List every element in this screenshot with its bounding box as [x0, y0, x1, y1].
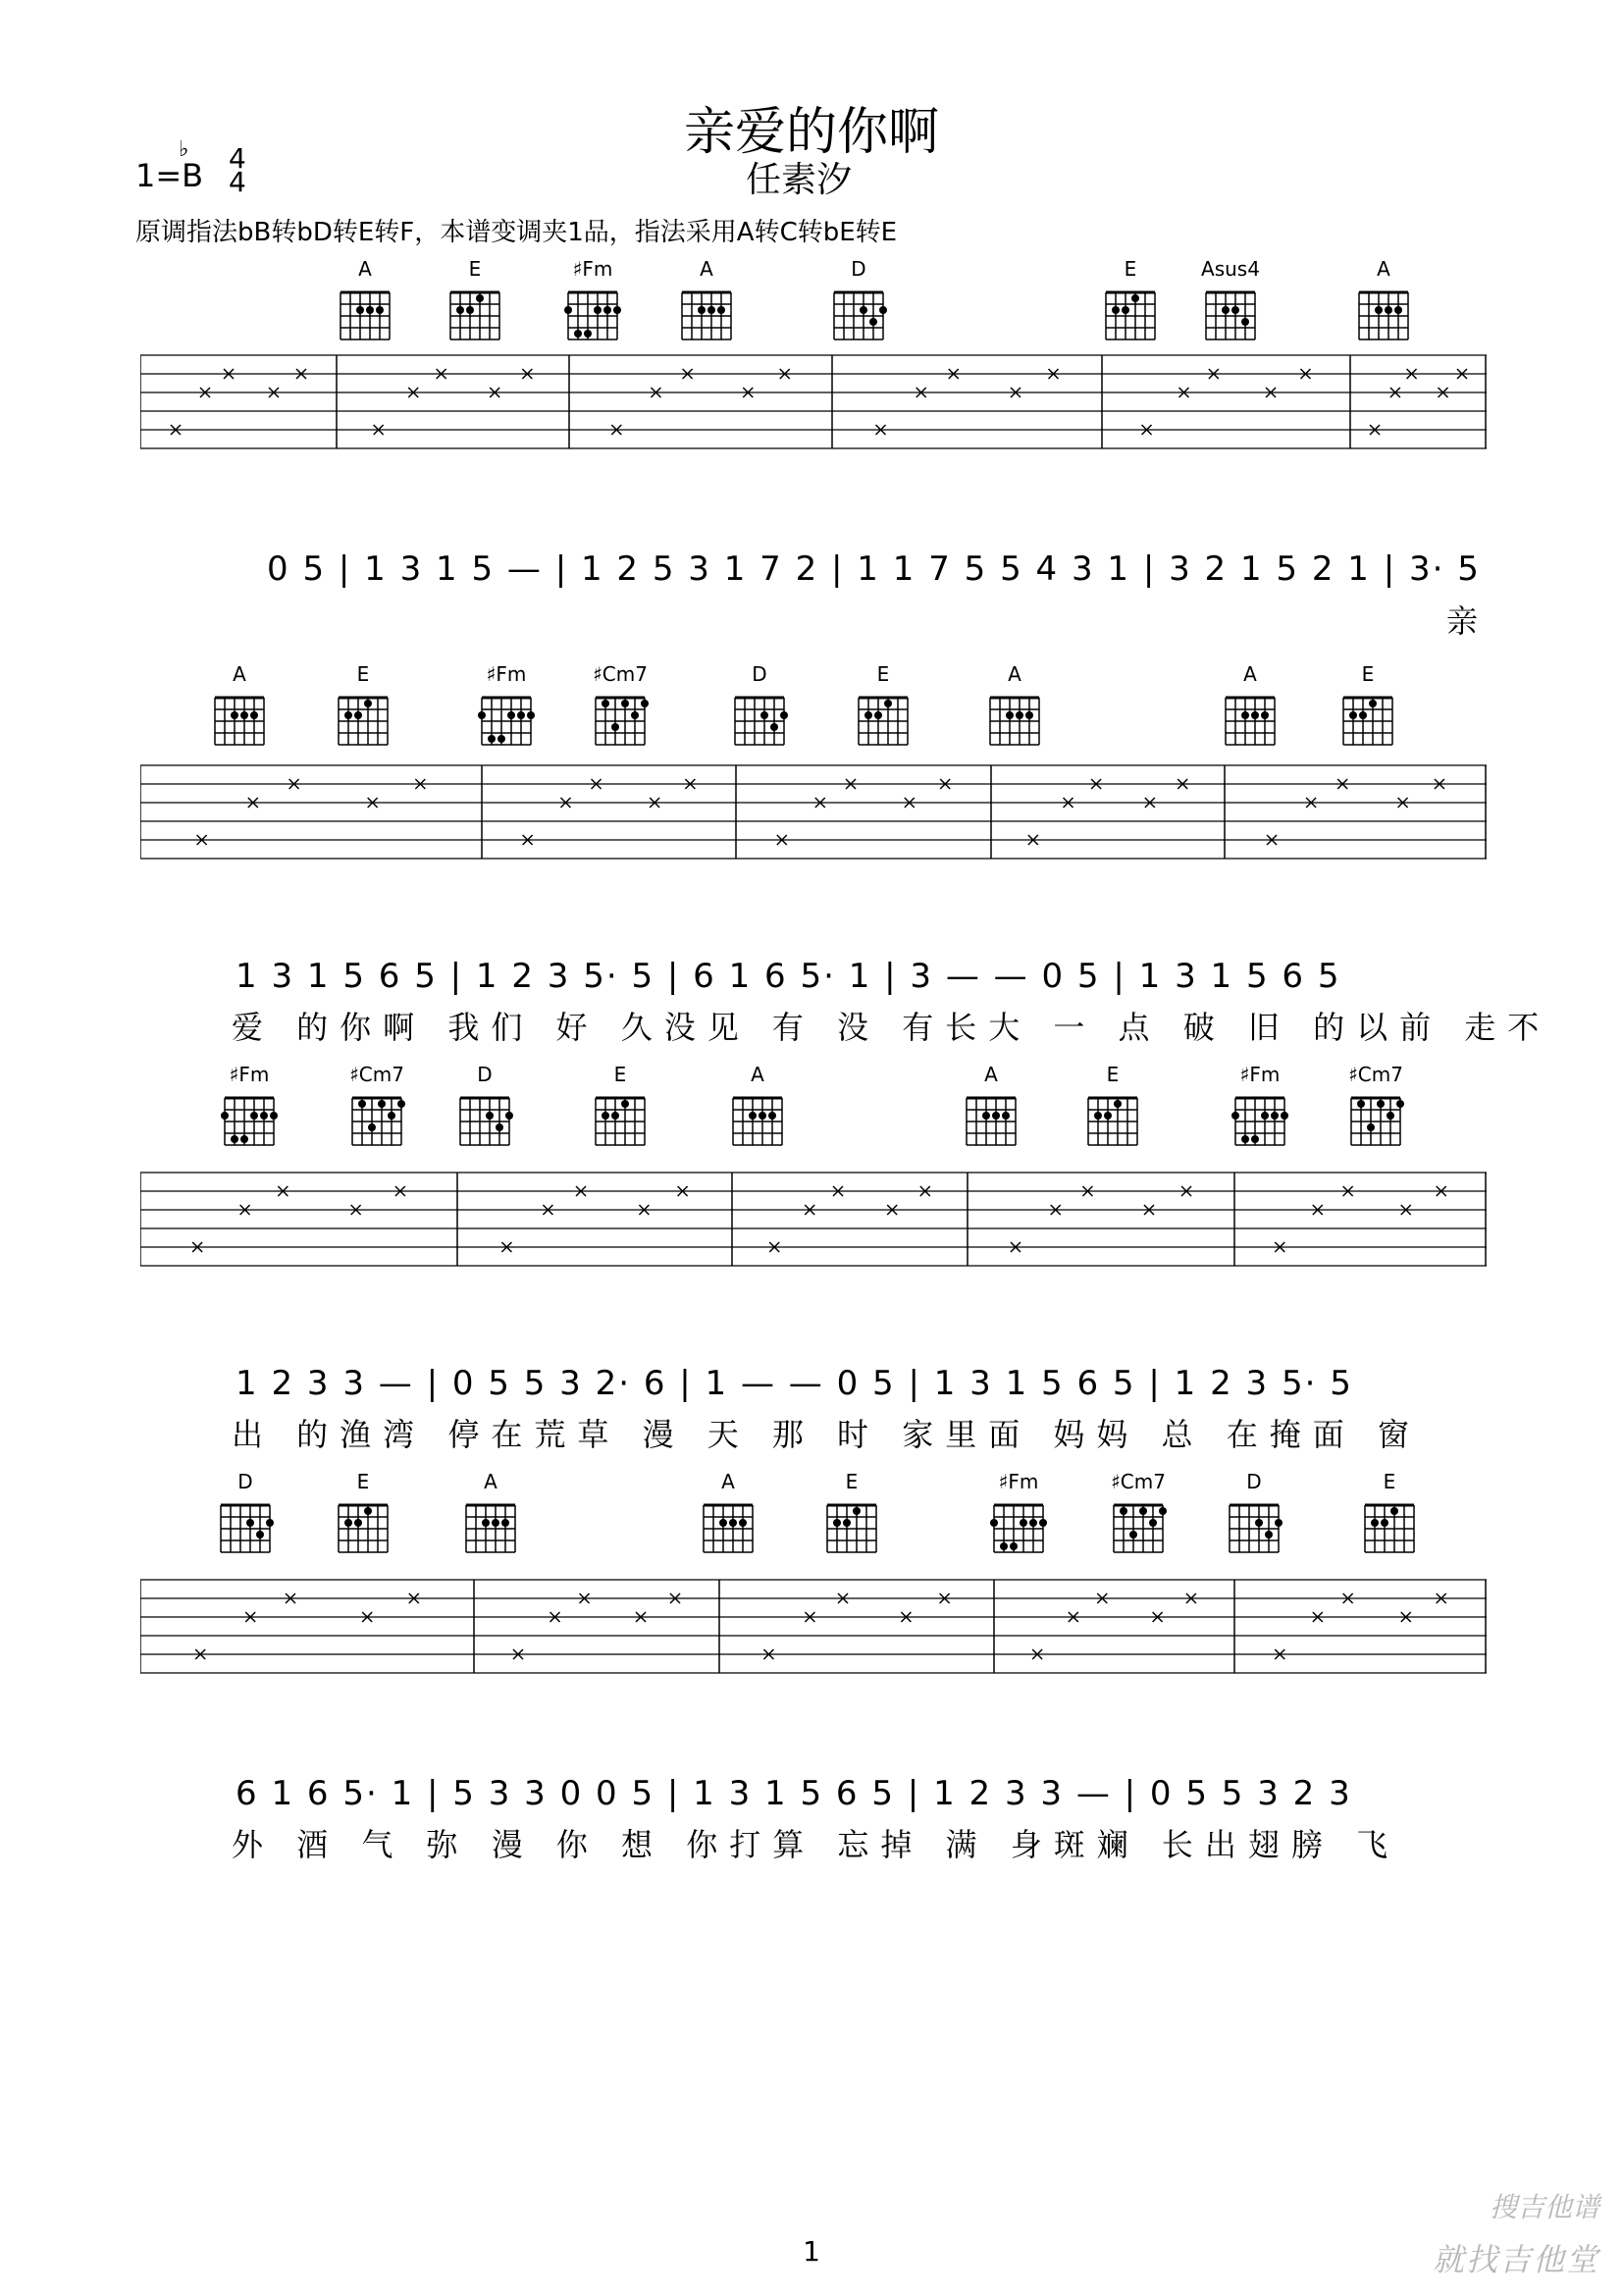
chord-grid	[1338, 690, 1397, 747]
chord-diagram	[441, 257, 509, 341]
chord-name: E	[613, 1063, 627, 1086]
chord-grid	[591, 1090, 650, 1147]
chord-diagram	[1078, 1063, 1147, 1147]
chord-grid	[1221, 690, 1280, 747]
lyrics-line: 外 酒 气 弥 漫 你 想 你打算 忘掉 满 身斑斓 长出翅膀 飞	[232, 1826, 1400, 1863]
chord-name: A	[233, 662, 246, 686]
chord-grid	[1354, 285, 1413, 341]
chord-diagram	[215, 1063, 284, 1147]
tab-staff	[140, 1171, 1487, 1267]
chord-grid	[445, 285, 504, 341]
chord-diagram	[450, 1063, 519, 1147]
tab-staff	[140, 1578, 1487, 1674]
chord-name: E	[468, 257, 482, 281]
chord-grid	[677, 285, 736, 341]
jianpu-line: 0 5 | 1 3 1 5 — | 1 2 5 3 1 7 2 | 1 1 7 5 5 4 3 1 | 3 2 1 5 2 1 | 3· 5	[267, 549, 1481, 589]
chord-name: D	[851, 257, 866, 281]
chord-grid	[829, 285, 888, 341]
chord-name: E	[1124, 257, 1137, 281]
chord-grid	[461, 1497, 520, 1554]
chord-name: ♯Fm	[229, 1063, 270, 1086]
chord-diagram	[817, 1470, 886, 1554]
time-top: 4	[229, 142, 246, 175]
chord-name: E	[845, 1470, 859, 1493]
chord-name: E	[1383, 1470, 1396, 1493]
chord-name: ♯Cm7	[593, 662, 648, 686]
watermark-line1: 搜吉他谱	[1489, 2191, 1599, 2223]
key-signature	[135, 157, 203, 194]
chord-diagram	[329, 662, 397, 747]
chord-diagram	[824, 257, 893, 341]
chord-grid	[989, 1497, 1048, 1554]
chord-grid	[455, 1090, 514, 1147]
chord-name: ♯Cm7	[349, 1063, 404, 1086]
chord-grid	[728, 1090, 787, 1147]
chord-grid	[1083, 1090, 1142, 1147]
chord-diagram	[1104, 1470, 1173, 1554]
chord-grid	[336, 285, 394, 341]
chord-name: E	[876, 662, 890, 686]
tab-staff-lines	[140, 1171, 1487, 1267]
chord-diagram	[1341, 1063, 1410, 1147]
song-artist: 任素汐	[746, 160, 853, 200]
chord-diagram	[694, 1470, 762, 1554]
chord-name: ♯Fm	[486, 662, 527, 686]
chord-grid	[216, 1497, 275, 1554]
chord-diagram	[211, 1470, 280, 1554]
chord-diagram	[1355, 1470, 1424, 1554]
chord-name: D	[1246, 1470, 1262, 1493]
chord-name: A	[1243, 662, 1257, 686]
chord-diagram	[1226, 1063, 1294, 1147]
chord-diagram	[558, 257, 627, 341]
tab-staff	[140, 353, 1487, 449]
chord-diagram	[849, 662, 917, 747]
chord-grid	[591, 690, 650, 747]
chord-grid	[1225, 1497, 1283, 1554]
chord-diagram	[331, 257, 399, 341]
chord-diagram	[1349, 257, 1418, 341]
chord-name: ♯Cm7	[1348, 1063, 1403, 1086]
chord-grid	[854, 690, 913, 747]
chord-grid	[1101, 285, 1160, 341]
chord-diagram	[1334, 662, 1402, 747]
tab-staff-lines	[140, 1578, 1487, 1674]
chord-name: A	[1008, 662, 1021, 686]
chord-diagram	[1216, 662, 1284, 747]
tab-staff-lines	[140, 763, 1487, 860]
chord-diagram	[725, 662, 794, 747]
chord-name: A	[984, 1063, 998, 1086]
watermark-line2: 就找吉他堂	[1432, 2241, 1599, 2278]
chord-diagram	[672, 257, 741, 341]
chord-diagram	[984, 1470, 1053, 1554]
chord-grid	[1201, 285, 1260, 341]
chord-grid	[822, 1497, 881, 1554]
chord-grid	[1230, 1090, 1289, 1147]
chord-diagram	[342, 1063, 411, 1147]
chord-grid	[730, 690, 789, 747]
chord-name: E	[356, 662, 370, 686]
chord-name: E	[1106, 1063, 1120, 1086]
chord-grid	[1346, 1090, 1405, 1147]
chord-diagram	[723, 1063, 792, 1147]
time-bottom: 4	[229, 166, 246, 198]
chord-grid	[985, 690, 1044, 747]
lyrics-line: 爱 的你啊 我们 好 久没见 有 没 有长大 一 点 破 旧 的以前 走不	[232, 1009, 1551, 1046]
chord-name: A	[484, 1470, 497, 1493]
chord-grid	[220, 1090, 279, 1147]
chord-name: ♯Fm	[1239, 1063, 1281, 1086]
chord-diagram	[1220, 1470, 1288, 1554]
chord-diagram	[472, 662, 541, 747]
chord-diagram	[957, 1063, 1025, 1147]
chord-name: ♯Fm	[998, 1470, 1039, 1493]
chord-grid	[210, 690, 269, 747]
chord-name: A	[358, 257, 372, 281]
tab-staff	[140, 763, 1487, 860]
chord-grid	[477, 690, 536, 747]
chord-diagram	[1196, 257, 1265, 341]
chord-grid	[962, 1090, 1021, 1147]
chord-name: A	[700, 257, 713, 281]
chord-grid	[1360, 1497, 1419, 1554]
chord-name: ♯Cm7	[1111, 1470, 1166, 1493]
chord-name: E	[1361, 662, 1375, 686]
jianpu-line: 1 3 1 5 6 5 | 1 2 3 5· 5 | 6 1 6 5· 1 | 3 — — 0 5 | 1 3 1 5 6 5	[236, 957, 1341, 996]
chord-diagram	[205, 662, 274, 747]
lyrics-line: 亲	[1446, 602, 1491, 640]
chord-name: ♯Fm	[572, 257, 613, 281]
chord-name: Asus4	[1201, 257, 1260, 281]
chord-name: A	[1377, 257, 1390, 281]
capo-note: 原调指法bB转bD转E转F，本谱变调夹1品，指法采用A转C转bE转E	[135, 218, 898, 247]
key-flat: ♭	[179, 137, 189, 162]
chord-diagram	[980, 662, 1049, 747]
chord-diagram	[586, 1063, 654, 1147]
chord-diagram	[1096, 257, 1165, 341]
chord-diagram	[329, 1470, 397, 1554]
chord-name: D	[477, 1063, 493, 1086]
key-letter: B	[182, 157, 204, 194]
chord-name: E	[356, 1470, 370, 1493]
lyrics-line: 出 的渔湾 停在荒草 漫 天 那 时 家里面 妈妈 总 在掩面 窗	[232, 1416, 1421, 1453]
chord-diagram	[456, 1470, 525, 1554]
chord-grid	[563, 285, 622, 341]
chord-grid	[347, 1090, 406, 1147]
tab-staff-lines	[140, 353, 1487, 449]
chord-diagram	[586, 662, 654, 747]
song-title: 亲爱的你啊	[683, 103, 939, 162]
page-number: 1	[803, 2235, 820, 2268]
chord-grid	[699, 1497, 758, 1554]
chord-grid	[334, 1497, 393, 1554]
chord-name: D	[237, 1470, 253, 1493]
chord-name: D	[752, 662, 767, 686]
time-signature	[229, 142, 246, 198]
chord-grid	[1109, 1497, 1168, 1554]
chord-name: A	[751, 1063, 764, 1086]
jianpu-line: 6 1 6 5· 1 | 5 3 3 0 0 5 | 1 3 1 5 6 5 | 1 2 3 3 — | 0 5 5 3 2 3	[236, 1774, 1352, 1813]
jianpu-line: 1 2 3 3 — | 0 5 5 3 2· 6 | 1 — — 0 5 | 1 3 1 5 6 5 | 1 2 3 5· 5	[236, 1364, 1353, 1403]
key-prefix: 1=	[135, 157, 183, 194]
chord-grid	[334, 690, 393, 747]
chord-name: A	[721, 1470, 735, 1493]
